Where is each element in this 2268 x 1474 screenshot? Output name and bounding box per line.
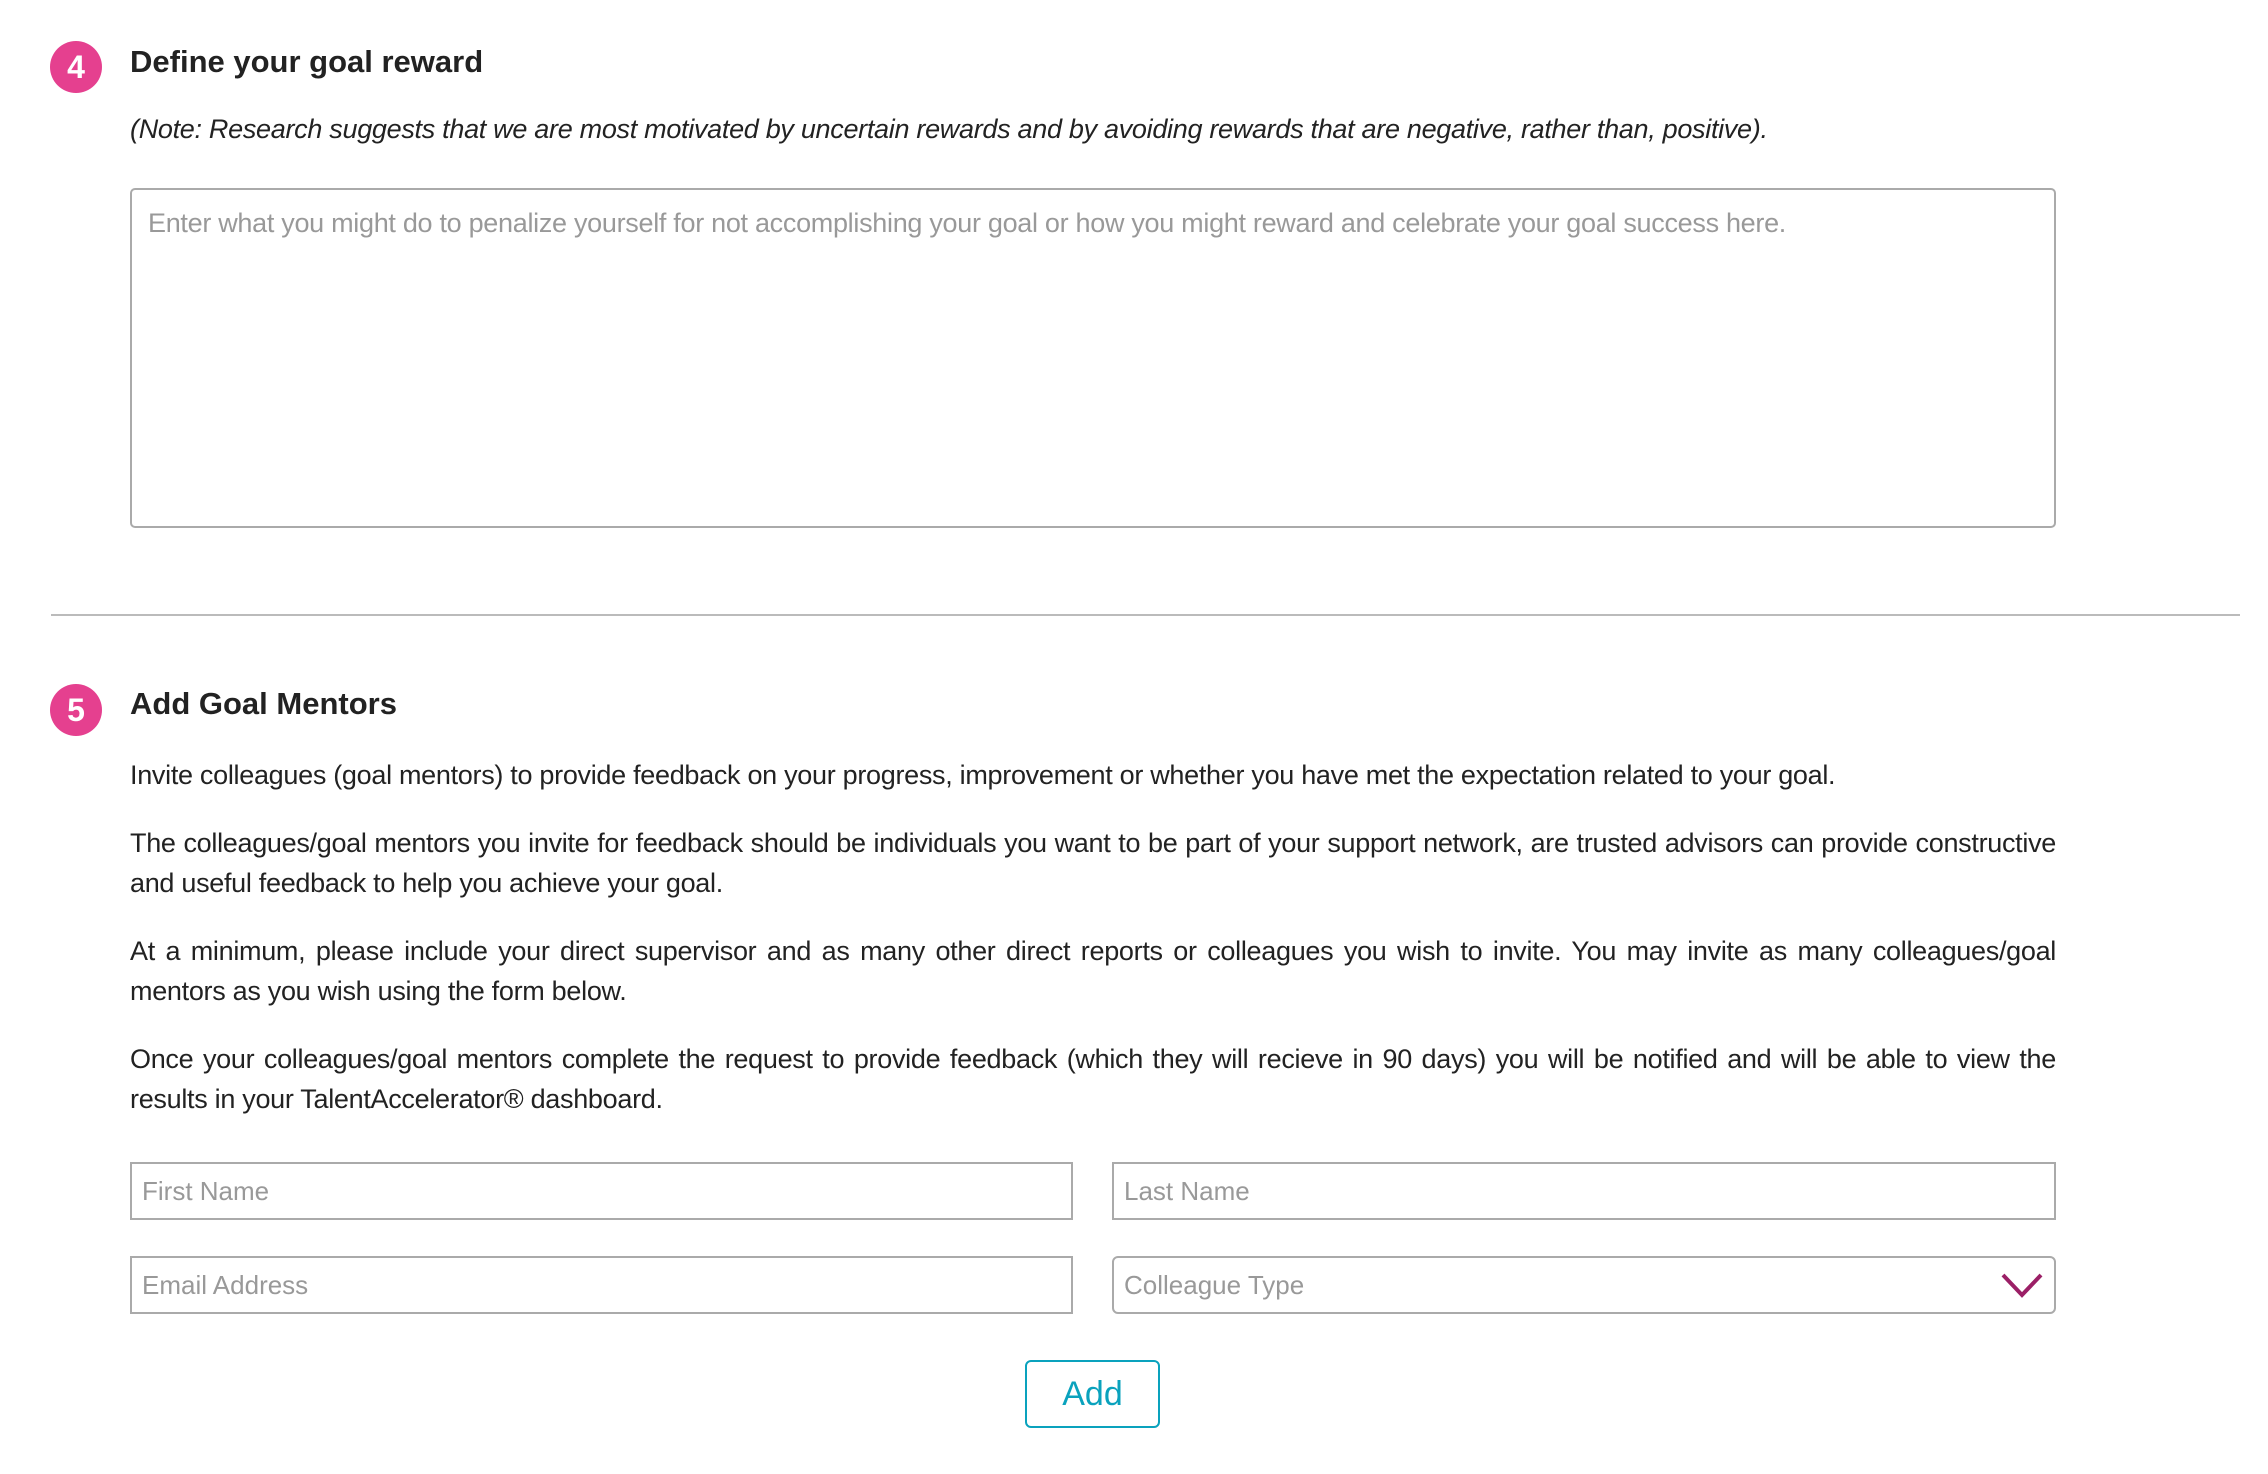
add-mentor-button[interactable]: Add: [1025, 1360, 1160, 1428]
section-5-title: Add Goal Mentors: [130, 686, 397, 721]
colleague-type-select[interactable]: [1112, 1256, 2056, 1314]
section-divider: [51, 614, 2240, 616]
mentors-paragraph-2: The colleagues/goal mentors you invite for feedback should be individuals you want to be part of your support network, are trusted advisors can provide constructive and useful feedback to help you achieve your goal.: [130, 828, 2056, 898]
section-4-title: Define your goal reward: [130, 44, 484, 79]
mentors-paragraph-4: Once your colleagues/goal mentors complete the request to provide feedback (which they will recieve in 90 days) you will be notified and will be able to view the results in your TalentAccelerator® dashboard.: [130, 1044, 2056, 1114]
first-name-input[interactable]: [130, 1162, 1073, 1220]
reward-note: (Note: Research suggests that we are most motivated by uncertain rewards and by avoiding rewards that are negative, rather than, positive).: [130, 114, 1768, 144]
colleague-type-placeholder: Colleague Type: [1124, 1269, 1305, 1300]
goal-reward-textarea[interactable]: [130, 188, 2056, 528]
step-4-badge: 4: [50, 41, 102, 93]
last-name-input[interactable]: [1112, 1162, 2056, 1220]
step-5-badge: 5: [50, 684, 102, 736]
email-input[interactable]: [130, 1256, 1073, 1314]
mentors-paragraph-1: Invite colleagues (goal mentors) to provide feedback on your progress, improvement or whether you have met the expectation related to your goal.: [130, 760, 1836, 790]
mentors-paragraph-3: At a minimum, please include your direct supervisor and as many other direct reports or colleagues you wish to invite. You may invite as many colleagues/goal mentors as you wish using the form below.: [130, 936, 2056, 1006]
chevron-down-icon: [2000, 1271, 2044, 1299]
